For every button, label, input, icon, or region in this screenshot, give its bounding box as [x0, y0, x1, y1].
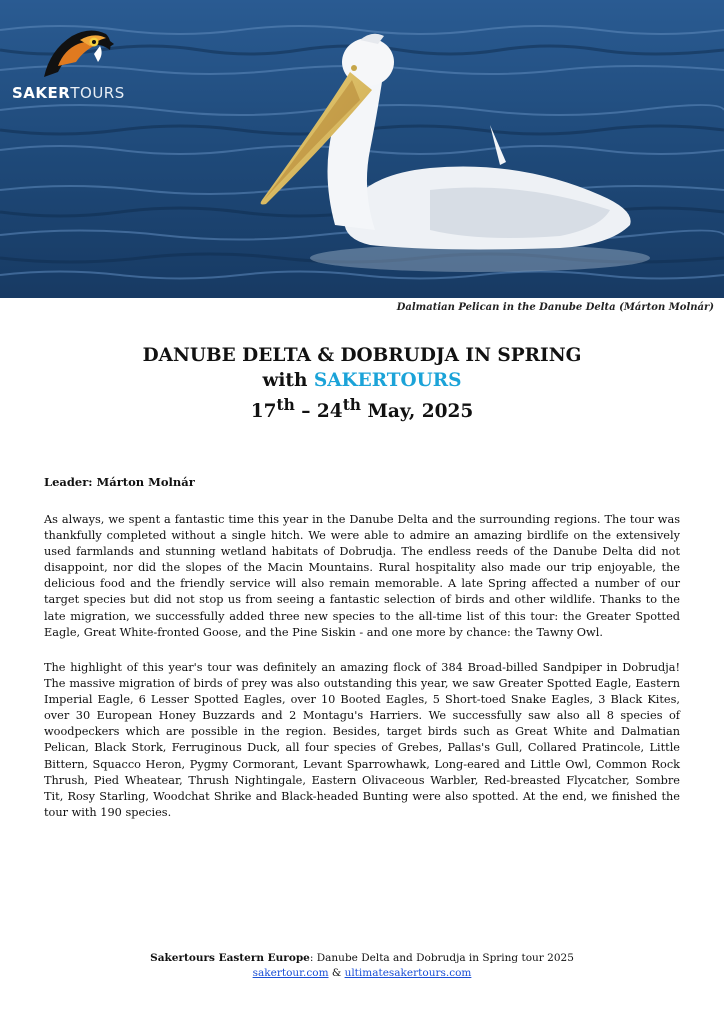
logo-word-bold: SAKER: [12, 84, 71, 102]
photo-caption: Dalmatian Pelican in the Danube Delta (Márton Molnár): [396, 302, 714, 313]
footer-tour: : Danube Delta and Dobrudja in Spring tour 2025: [309, 952, 574, 964]
date-month-year: May, 2025: [361, 401, 474, 423]
footer-line: [0, 951, 724, 966]
falcon-logo-icon: [14, 22, 124, 82]
footer-amp: &: [328, 967, 345, 979]
logo-word-light: TOURS: [70, 84, 125, 102]
date-end-suffix: th: [342, 396, 362, 414]
tour-dates: [0, 393, 724, 424]
title-with: with: [262, 370, 314, 391]
date-start: 17: [250, 401, 277, 423]
title-block: [0, 343, 724, 424]
footer-company: Sakertours Eastern Europe: [150, 952, 310, 964]
sakertours-logo: [14, 22, 134, 86]
footer-link-ultimatesakertours[interactable]: ultimatesakertours.com: [344, 967, 472, 979]
footer-link-sakertour[interactable]: sakertour.com: [252, 967, 329, 979]
footer-links: [0, 966, 724, 981]
date-start-suffix: th: [276, 396, 295, 414]
tour-leader: Leader: Márton Molnár: [44, 475, 195, 489]
page-footer: [0, 951, 724, 981]
title-with-brand: [0, 368, 724, 393]
logo-wordmark: [12, 84, 125, 102]
body-paragraph: The highlight of this year's tour was definitely an amazing flock of 384 Broad-billed Sandpiper in Dobrudja! The massive migration of birds of prey was also outstanding this year, we saw Greater Spotted Eagle, Eastern Imperial Eagle, 6 Lesser Spotted Eagles, over 10 Booted Eagles, 5 Short-toed Snake Eagles, 3 Black Kites, over 30 European Honey Buzzards and 2 Montagu's Harriers. We successfully saw also all 8 species of woodpeckers which are possible in the region. Besides, target birds such as Great White and Dalmatian Pelican, Black Stork, Ferruginous Duck, all four species of Grebes, Pallas's Gull, Collared Pratincole, Little Bittern, Squacco Heron, Pygmy Cormorant, Levant Sparrowhawk, Long-eared and Little Owl, Common Rock Thrush, Pied Wheatear, Thrush Nightingale, Eastern Olivaceous Warbler, Red-breasted Flycatcher, Sombre Tit, Rosy Starling, Woodchat Shrike and Black-headed Bunting were also spotted. At the end, we finished the tour with 190 species.: [44, 661, 680, 819]
page-title: DANUBE DELTA & DOBRUDJA IN SPRING: [142, 345, 582, 366]
title-brand: SAKERTOURS: [313, 370, 462, 391]
body-paragraph: As always, we spent a fantastic time this year in the Danube Delta and the surrounding regions. The tour was thankfully completed without a single hitch. We were able to admire an amazing birdlife on the extensively used farmlands and stunning wetland habitats of Dobrudja. The endless reeds of the Danube Delta did not disappoint, nor did the slopes of the Macin Mountains. Rural hospitality also made our trip enjoyable, the delicious food and the friendly service will also remain memorable. A late Spring affected a number of our target species but did not stop us from seeing a fantastic selection of birds and other wildlife. Thanks to the late migration, we successfully added three new species to the all-time list of this tour: the Greater Spotted Eagle, Great White-fronted Goose, and the Pine Siskin - and one more by chance: the Tawny Owl.: [44, 513, 680, 639]
date-separator-end: – 24: [294, 401, 343, 423]
